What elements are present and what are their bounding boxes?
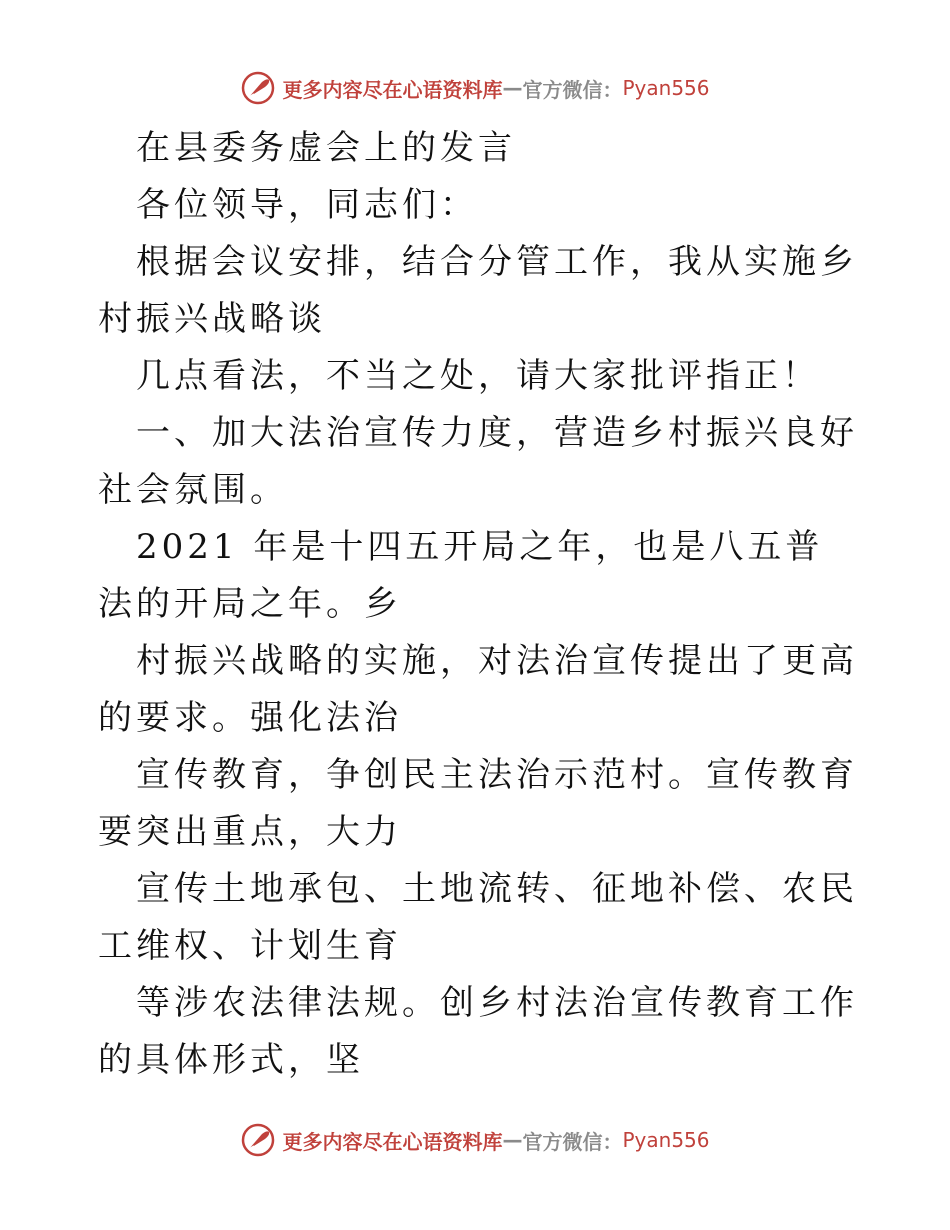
watermark-dash: — (502, 76, 523, 100)
watermark-account: Pyan556 (622, 76, 710, 100)
paragraph: 等涉农法律法规。创乡村法治宣传教育工作的具体形式，坚 (98, 983, 858, 1080)
document-title: 在县委务虚会上的发言 (136, 128, 516, 168)
watermark-dash: — (502, 1128, 523, 1152)
paragraph: 2021 年是十四五开局之年，也是八五普法的开局之年。乡 (98, 527, 824, 624)
quill-pen-logo-icon (240, 1122, 276, 1158)
quill-pen-logo-icon (240, 70, 276, 106)
paragraph: 村振兴战略的实施，对法治宣传提出了更高的要求。强化法治 (98, 641, 858, 738)
watermark-wechat-label: 官方微信： (522, 1129, 623, 1154)
paragraph: 根据会议安排，结合分管工作，我从实施乡村振兴战略谈 (98, 242, 858, 339)
paragraph: 几点看法，不当之处，请大家批评指正！ (136, 356, 820, 396)
section-heading: 一、加大法治宣传力度，营造乡村振兴良好社会氛围。 (98, 413, 858, 510)
watermark-header (0, 70, 950, 106)
salutation: 各位领导，同志们： (136, 185, 478, 225)
watermark-account: Pyan556 (622, 1128, 710, 1152)
watermark-wechat-label: 官方微信： (522, 77, 623, 102)
document-body (98, 120, 858, 1089)
watermark-site-name: 更多内容尽在心语资料库 (282, 77, 503, 102)
paragraph: 宣传土地承包、土地流转、征地补偿、农民工维权、计划生育 (98, 869, 858, 966)
paragraph: 宣传教育，争创民主法治示范村。宣传教育要突出重点，大力 (98, 755, 858, 852)
watermark-site-name: 更多内容尽在心语资料库 (282, 1129, 503, 1154)
watermark-footer (0, 1122, 950, 1158)
